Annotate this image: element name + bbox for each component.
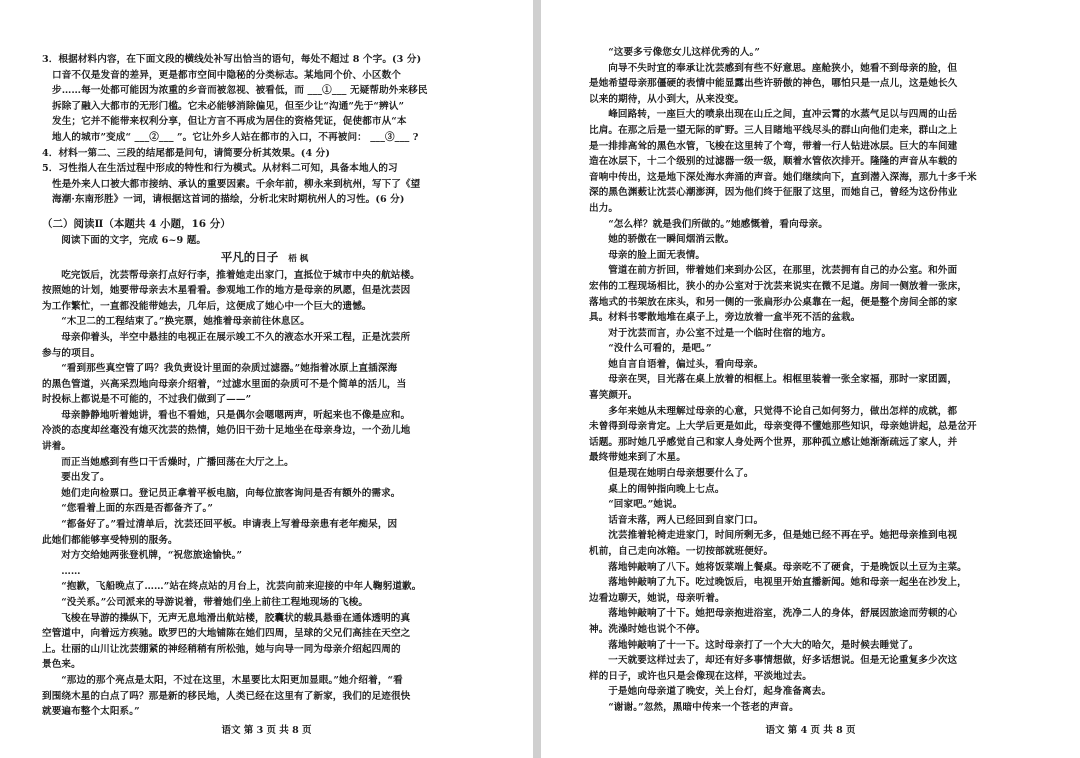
text-line: 未曾得到母亲肯定。上大学后更是如此，母亲变得不懂她那些知识，母亲她讲起，总是岔开 (589, 421, 977, 433)
text-line: 而正当她感到有些口干舌燥时，广播回荡在大厅之上。 (61, 456, 294, 468)
text-line: 性是外来人口被大都市接纳、承认的重要因素。千余年前，柳永来到杭州，写下了《望 (52, 178, 421, 190)
text-line: 样的日子，或许也只是会像现在这样，平淡地过去。 (589, 670, 812, 682)
article-body (42, 268, 487, 720)
text-line: 就要遍布整个太阳系。” (42, 706, 140, 718)
text-line: 比肩。在那之后是一望无际的旷野。三人目睹地平线尽头的群山向他们走来，群山之上 (589, 124, 958, 136)
text-line: 峰回路转，一座巨大的喷泉出现在山丘之间，直冲云霄的水蒸气足以与四周的山岳 (608, 109, 958, 121)
text-line: 音响中传出，这是地下深处海水奔涌的声音。她们继续向下，直到潜入深海，那九十多千米 (589, 171, 977, 183)
text-line: “抱歉，飞船晚点了……”站在终点站的月台上，沈芸向前来迎接的中年人鞠躬道歉。 (61, 581, 422, 593)
text-line: 到围绕木星的白点了吗？那是新的移民地，人类已经在这里有了新家，我们的足迹很快 (42, 690, 411, 702)
text-line: 宏伟的工程现场相比，狭小的办公室对于沈芸来说实在微不足道。房间一侧放着一张床， (589, 280, 968, 292)
text-line: 空管道中，向着远方疾驰。欧罗巴的大地铺陈在她们四周，呈球的父兄们高挂在天空之 (42, 628, 411, 640)
text-line: 发生；它并不能带来权利分享，但让方言不再成为居住的资格凭证，促使都市从“本 (52, 116, 407, 128)
text-line: 管道在前方折回，带着她们来到办公区，在那里，沈芸拥有自己的办公室。和外面 (608, 265, 958, 277)
text-line: 落地钟敲响了十下。她把母亲抱进浴室，洗净二人的身体，舒展因旅途而劳顿的心 (608, 608, 958, 620)
text-line: 口音不仅是发音的差异，更是都市空间中隐秘的分类标志。某地同个价、小区数个 (52, 69, 401, 81)
text-line: 她们走向检票口。登记员正拿着平板电脑，向每位旅客询问是否有额外的需求。 (61, 487, 401, 499)
text-line: 此她们都能够享受特别的服务。 (42, 534, 178, 546)
text-line: 要出发了。 (61, 472, 110, 484)
text-line: 是她希望母亲那僵硬的表情中能显露出些许骄傲的神色，哪怕只是一点儿，这是她长久 (589, 78, 958, 90)
text-line: 时投标上都说是不可能的，不过我们做到了——” (42, 394, 252, 406)
text-line: 神。洗澡时她也说个不停。 (589, 623, 706, 635)
text-line: 她自言自语着，偏过头，看向母亲。 (608, 358, 764, 370)
text-line: 为工作繁忙，一直都没能带她去，几年后，这便成了她心中一个巨大的遗憾。 (42, 300, 372, 312)
text-line: 落地式的书架放在床头，和另一侧的一张扁形办公桌靠在一起，便是整个房间全部的家 (589, 296, 958, 308)
text-line: 落地钟敲响了十一下。这时母亲打了一个大大的哈欠，是时候去睡觉了。 (608, 639, 919, 651)
text-line: 边看边聊天，她说，母亲听着。 (589, 592, 725, 604)
text-line: 深的黑色渊薮让沈芸心潮澎湃，因为他们终于征服了这里，而她自己，曾经为这份伟业 (589, 187, 958, 199)
text-line: 多年来她从未理解过母亲的心意，只觉得不论自己如何努力，做出怎样的成就，都 (608, 405, 958, 417)
text-line: 对于沈芸而言，办公室不过是一个临时住宿的地方。 (608, 327, 832, 339)
text-line: 母亲的脸上面无表情。 (608, 249, 706, 261)
text-line: 她的骄傲在一瞬间烟消云散。 (608, 234, 735, 246)
text-line: 是一排排高耸的黑色水管，飞梭在这里转了个弯，带着一行人钻进冰层。巨大的车间建 (589, 140, 958, 152)
page-footer: 语文 第 3 页 共 8 页 (221, 725, 312, 736)
text-line: 造在冰层下，十二个级别的过滤器一级一级，顺着水管依次排开。隆隆的声音从车载的 (589, 156, 958, 168)
text-line: 地人的城市”变成“ ___②___ ”。它让外乡人站在都市的入口，不再被问： ___③___ ? (52, 131, 419, 143)
text-line: 上。壮丽的山川让沈芸绷紧的神经稍稍有所松弛，她与向导一同为母亲介绍起四周的 (42, 643, 401, 655)
text-line: 话题。那时她几乎感觉自己和家人身处两个世界，那种孤立感让她渐渐疏远了家人，并 (589, 436, 958, 448)
text-line: 具。材料书零散地堆在桌子上，旁边放着一盒半死不活的盆栽。 (589, 312, 861, 324)
text-line: 对方交给她两张登机牌，“祝您旅途愉快。” (61, 550, 243, 562)
text-line: 最终带她来到了木星。 (589, 452, 686, 464)
text-line: 出力。 (589, 202, 619, 214)
text-line: 向导不失时宜的奉承让沈芸感到有些不好意思。座舱狭小，她看不到母亲的脸，但 (608, 62, 958, 74)
text-line: “您看着上面的东西是否都备齐了。” (61, 503, 214, 515)
questions-block (42, 52, 487, 208)
text-line: 母亲仰着头，半空中悬挂的电视正在展示竣工不久的液态水开采工程，正是沈芸所 (61, 331, 411, 343)
text-line: 3．根据材料内容，在下面文段的横线处补写出恰当的语句，每处不超过 8 个字。(3 分) (42, 54, 422, 65)
page-3 (0, 0, 533, 758)
text-line: 落地钟敲响了八下。她将饭菜端上餐桌。母亲吃不了硬食，于是晚饭以土豆为主菜。 (608, 561, 967, 573)
text-line: “那边的那个亮点是太阳，不过在这里，木星要比太阳更加显眼。”她介绍着，“看 (61, 674, 403, 686)
text-line: …… (61, 565, 81, 577)
text-line: 5．习性指人在生活过程中形成的特性和行为模式。从材料二可知，具备本地人的习 (42, 163, 398, 175)
text-line: 机前，自己走向冰箱。一切按部就班便好。 (589, 546, 774, 557)
page-4 (541, 0, 1080, 758)
text-line: 以来的期待，从小到大，从来没变。 (589, 93, 745, 105)
text-line: 母亲在哭，目光落在桌上放着的相框上。相框里装着一张全家福，那时一家团圆， (608, 374, 958, 386)
article-body-continued (589, 45, 1032, 716)
text-line: “都备好了。”看过清单后，沈芸还回平板。申请表上写着母亲患有老年痴呆，因 (61, 519, 398, 531)
text-line: 话音未落，两人已经回到自家门口。 (608, 514, 764, 526)
text-line: “木卫二的工程结束了。”换完票，她推着母亲前往休息区。 (61, 316, 310, 328)
text-line: 一天就要这样过去了，却还有好多事情想做，好多话想说。但是无论重复多少次这 (608, 655, 958, 667)
text-line: 参与的项目。 (42, 347, 101, 359)
text-line: 吃完饭后，沈芸帮母亲打点好行李，推着她走出家门，直抵位于城市中央的航站楼。 (61, 269, 420, 281)
page-gutter (533, 0, 541, 758)
text-line: “没什么可看的，是吧。” (608, 343, 712, 355)
article-author: 梧 枫 (288, 253, 309, 264)
text-line: 拆除了融入大都市的无形门槛。它未必能够消除偏见，但至少让“沟通”先于“辨认” (52, 100, 405, 112)
page-footer: 语文 第 4 页 共 8 页 (765, 725, 856, 736)
text-line: 讲着。 (42, 441, 72, 453)
text-line: 步……每一处都可能因为浓重的乡音而被忽视、被看低，而 ___①___ 无疑帮助外来移民 (52, 85, 428, 97)
section-title: （二）阅读Ⅱ（本题共 4 小题，16 分） (42, 217, 231, 230)
text-line: 落地钟敲响了九下。吃过晚饭后，电视里开始直播新闻。她和母亲一起坐在沙发上， (608, 577, 967, 589)
text-line: “回家吧。”她说。 (608, 499, 683, 511)
section-intro: 阅读下面的文字，完成 6~9 题。 (61, 234, 207, 246)
text-line: 桌上的闹钟指向晚上七点。 (608, 483, 725, 495)
text-line: 按照她的计划，她要带母亲去木星看看。参观地工作的地方是母亲的夙愿，但是沈芸因 (42, 285, 411, 297)
text-line: 飞梭在导游的操纵下，无声无息地滑出航站楼，胶囊状的载具悬垂在通体透明的真 (61, 612, 411, 624)
text-line: 冷淡的态度却丝毫没有熄灭沈芸的热情，她仍旧干劲十足地坐在母亲身边，一个劲儿地 (42, 425, 411, 437)
text-line: 海潮·东南形胜》一词，请根据这首词的描绘，分析北宋时期杭州人的习性。(6 分) (52, 194, 405, 206)
text-line: “看到那些真空管了吗？我负责设计里面的杂质过滤器。”她指着冰原上直插深海 (61, 363, 398, 375)
text-line: “谢谢。”忽然，黑暗中传来一个苍老的声音。 (608, 701, 799, 713)
text-line: 母亲静静地听着她讲，看也不看她，只是偶尔会嗯嗯两声，听起来也不像是应和。 (61, 409, 411, 421)
text-line: 但是现在她明白母亲想要什么了。 (608, 468, 754, 480)
text-line: “没关系。”公司派来的导游说着，带着她们坐上前往工程地现场的飞梭。 (61, 597, 369, 608)
text-line: 沈芸推着轮椅走进家门，时间所剩无多，但是她已经不再在乎。她把母亲推到电视 (608, 530, 958, 542)
text-line: “怎么样？就是我们所做的。”她感慨着，看向母亲。 (608, 218, 828, 230)
text-line: 4．材料一第二、三段的结尾都是问句，请简要分析其效果。(4 分) (42, 147, 330, 159)
article-title-row (42, 249, 487, 268)
text-line: “这要多亏像您女儿这样优秀的人。” (608, 47, 761, 58)
text-line: 的黑色管道，兴高采烈地向母亲介绍着，“过滤水里面的杂质可不是个简单的活儿，当 (42, 378, 407, 390)
article-title: 平凡的日子 (220, 249, 279, 264)
text-line: 景色来。 (42, 659, 81, 671)
text-line: 于是她向母亲道了晚安，关上台灯，起身准备离去。 (608, 686, 832, 698)
text-line: 喜笑颜开。 (589, 390, 638, 402)
